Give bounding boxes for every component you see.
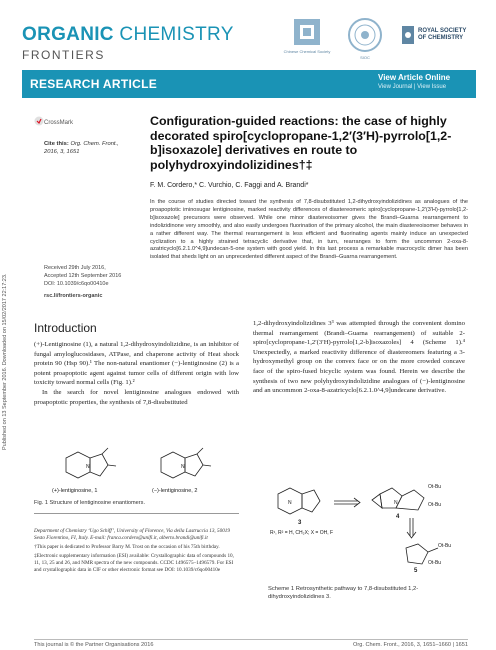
sioc-logo <box>347 17 383 63</box>
scheme-label-otbu-4: Ot-Bu <box>428 560 442 566</box>
figure-1-caption: Fig. 1 Structure of lentiginosine enantiomers. <box>34 500 146 506</box>
footer-divider <box>34 639 468 640</box>
article-type-label: RESEARCH ARTICLE <box>30 77 158 91</box>
figure-1 <box>34 444 239 504</box>
publication-side-strip <box>2 190 12 450</box>
figure-1-label-1: (+)-lentiginosine, 1 <box>52 488 98 494</box>
abstract: In the course of studies directed toward the synthesis of 7,8-disubstituted 1,2-dihydroxyindolizidines as analogues of the proapoptotic iminosugar lentiginosine, marked reactivity differences of diastereomeric spiro[cyclopropane-1,2′(3′H)-pyrrolo[1,2-b]isoxazole] precursors were observed. While one minor diastereoisomer gives the Brandi–Guarna rearrangement to indolizidinone very smoothly, and also easily undergoes fluorination of the primary alcohol, the main diastereoisomer behaves in a rather different way. The thermal rearrangement is less efficient and fluorinating agents mainly induce an unexpected cyclization to a highly strained tetracyclic derivative that, in turn, rearranges to form the uncommon 2-oxa-8-azatricyclo[6.2.1.0^4,9]undecan-5-one system with good yield. In this last process a remarkable macrocyclic dimer has been isolated that sheds light on an unprecedented different aspect of the Brandi–Guarna rearrangement. <box>150 199 468 261</box>
scheme-label-otbu-2: Ot-Bu <box>428 502 442 508</box>
scheme-compound-3: 3 <box>298 520 302 526</box>
ccs-logo-label: Chinese Chemical Society <box>283 49 331 54</box>
view-journal-issue-links[interactable]: View Journal | View Issue <box>378 84 447 90</box>
publication-side-text: Published on 13 September 2016. Downloaded on 15/02/2017 22:17:23. <box>2 273 8 450</box>
footnote-affiliation: Department of Chemistry ‘Ugo Schiff’, University of Florence, Via della Lastruccia 13, 50019 Sesto Fiorentino, FI, Italy. E-mail: franca.cordero@unifi.it, alberto.brandi@unifi.it <box>34 528 230 541</box>
cite-prefix: Cite this: <box>44 141 69 147</box>
article-title: Configuration-guided reactions: the case of highly decorated spiro[cyclopropane-1,2′(3′H)-pyrrolo[1,2-b]isoxazole] derivatives en route to polyhydroxyindolizidines†‡ <box>150 114 452 172</box>
rsc-logo <box>400 24 478 54</box>
cite-text: Org. Chem. Front., 2016, 3, 1651 <box>44 141 119 155</box>
footer-copyright: This journal is © the Partner Organisations 2016 <box>34 642 154 648</box>
crossmark-badge[interactable] <box>34 115 44 133</box>
rsc-logo-label: ROYAL SOCIETY OF CHEMISTRY <box>418 28 467 41</box>
scheme-1 <box>268 458 468 578</box>
footnote-esi: ‡Electronic supplementary information (ESI) available: Crystallographic data of compounds 10, 11, 13, 25 and 26, and NMR spectra of the new compounds. CCDC 1496575–1496579. For ESI and crystallographic data in CIF or other electronic format see DOI: 10.1039/c6qo00410e <box>34 553 234 573</box>
section-heading-introduction: Introduction <box>34 321 97 335</box>
scheme-legend: R¹, R² = H, CH₂X; X = OH, F <box>270 530 334 536</box>
body-column-right <box>253 319 465 396</box>
ccs-logo <box>282 17 332 63</box>
journal-title-bold: ORGANIC <box>22 24 114 45</box>
journal-subtitle: FRONTIERS <box>22 48 105 62</box>
scheme-label-otbu-3: Ot-Bu <box>438 543 452 549</box>
svg-text:N: N <box>86 464 90 470</box>
doi[interactable]: DOI: 10.1039/c6qo00410e <box>44 281 109 287</box>
journal-url[interactable]: rsc.li/frontiers-organic <box>44 293 103 299</box>
authors: F. M. Cordero,* C. Vurchio, C. Faggi and A. Brandi* <box>150 182 309 189</box>
scheme-1-caption: Scheme 1 Retrosynthetic pathway to 7,8-disubstituted 1,2-dihydroxyindolizidines 3. <box>268 586 419 600</box>
figure-1-label-2: (−)-lentiginosine, 2 <box>152 488 198 494</box>
crossmark-label: CrossMark <box>44 120 74 126</box>
journal-title <box>22 24 234 46</box>
svg-text:N: N <box>181 464 185 470</box>
svg-text:N: N <box>288 500 292 506</box>
crossmark-icon <box>34 116 44 128</box>
journal-title-rest: CHEMISTRY <box>119 24 234 45</box>
footnote-divider <box>34 513 239 514</box>
footnotes <box>34 528 239 576</box>
view-article-online-link[interactable]: View Article Online <box>378 73 451 82</box>
footer-citation: Org. Chem. Front., 2016, 3, 1651–1660 | 1651 <box>353 642 468 648</box>
scheme-compound-5: 5 <box>414 568 418 574</box>
footnote-dedication: †This paper is dedicated to Professor Barry M. Trost on the occasion of his 75th birthday. <box>34 544 220 550</box>
svg-text:N: N <box>394 500 398 506</box>
received-date: Received 29th July 2016, <box>44 265 106 271</box>
scheme-label-otbu-1: Ot-Bu <box>428 484 442 490</box>
intro-paragraph-3: 1,2-dihydroxyindolizidines 3³ was attempted through the convenient domino thermal rearrangement (Brandi–Guarna rearrangement) of suitable 2-spiro[cyclopropane-1,2′(3′H)-pyrrolo[1,2-b]isoxazoles] 4 (Scheme 1).⁴ Unexpectedly, a marked reactivity difference of diastereomers featuring a 3-hydroxymethyl group on the convex face or on the more crowded concave face of the spiro-fused bicyclic system was found. Herein we describe the synthesis of two new polyhydroxyindolizidine analogues of (−)-lentiginosine and an uncommon 2-oxa-8-azatricyclo[6.2.1.0^4,9]undecane derivative. <box>253 320 465 395</box>
citation <box>44 140 134 156</box>
intro-paragraph-2: In the search for novel lentiginosine analogues endowed with proapoptotic properties, the synthesis of 7,8-disubstituted <box>34 388 239 406</box>
intro-paragraph-1: (+)-Lentiginosine (1), a natural 1,2-dihydroxyindolizidine, is an inhibitor of fungal amyloglucosidases, ATPase, and chaperone activity of Heat shock protein 90 (Hsp 90).¹ The non-natural enantiomer (−)-lentiginosine (2) is a potent proapoptotic agent against tumor cells of different origin with low toxicity toward normal cells (Fig. 1).² <box>34 341 239 387</box>
accepted-date: Accepted 12th September 2016 <box>44 273 122 279</box>
sioc-logo-label: SIOC <box>360 55 370 60</box>
body-column-left <box>34 340 239 407</box>
scheme-compound-4: 4 <box>396 514 400 520</box>
